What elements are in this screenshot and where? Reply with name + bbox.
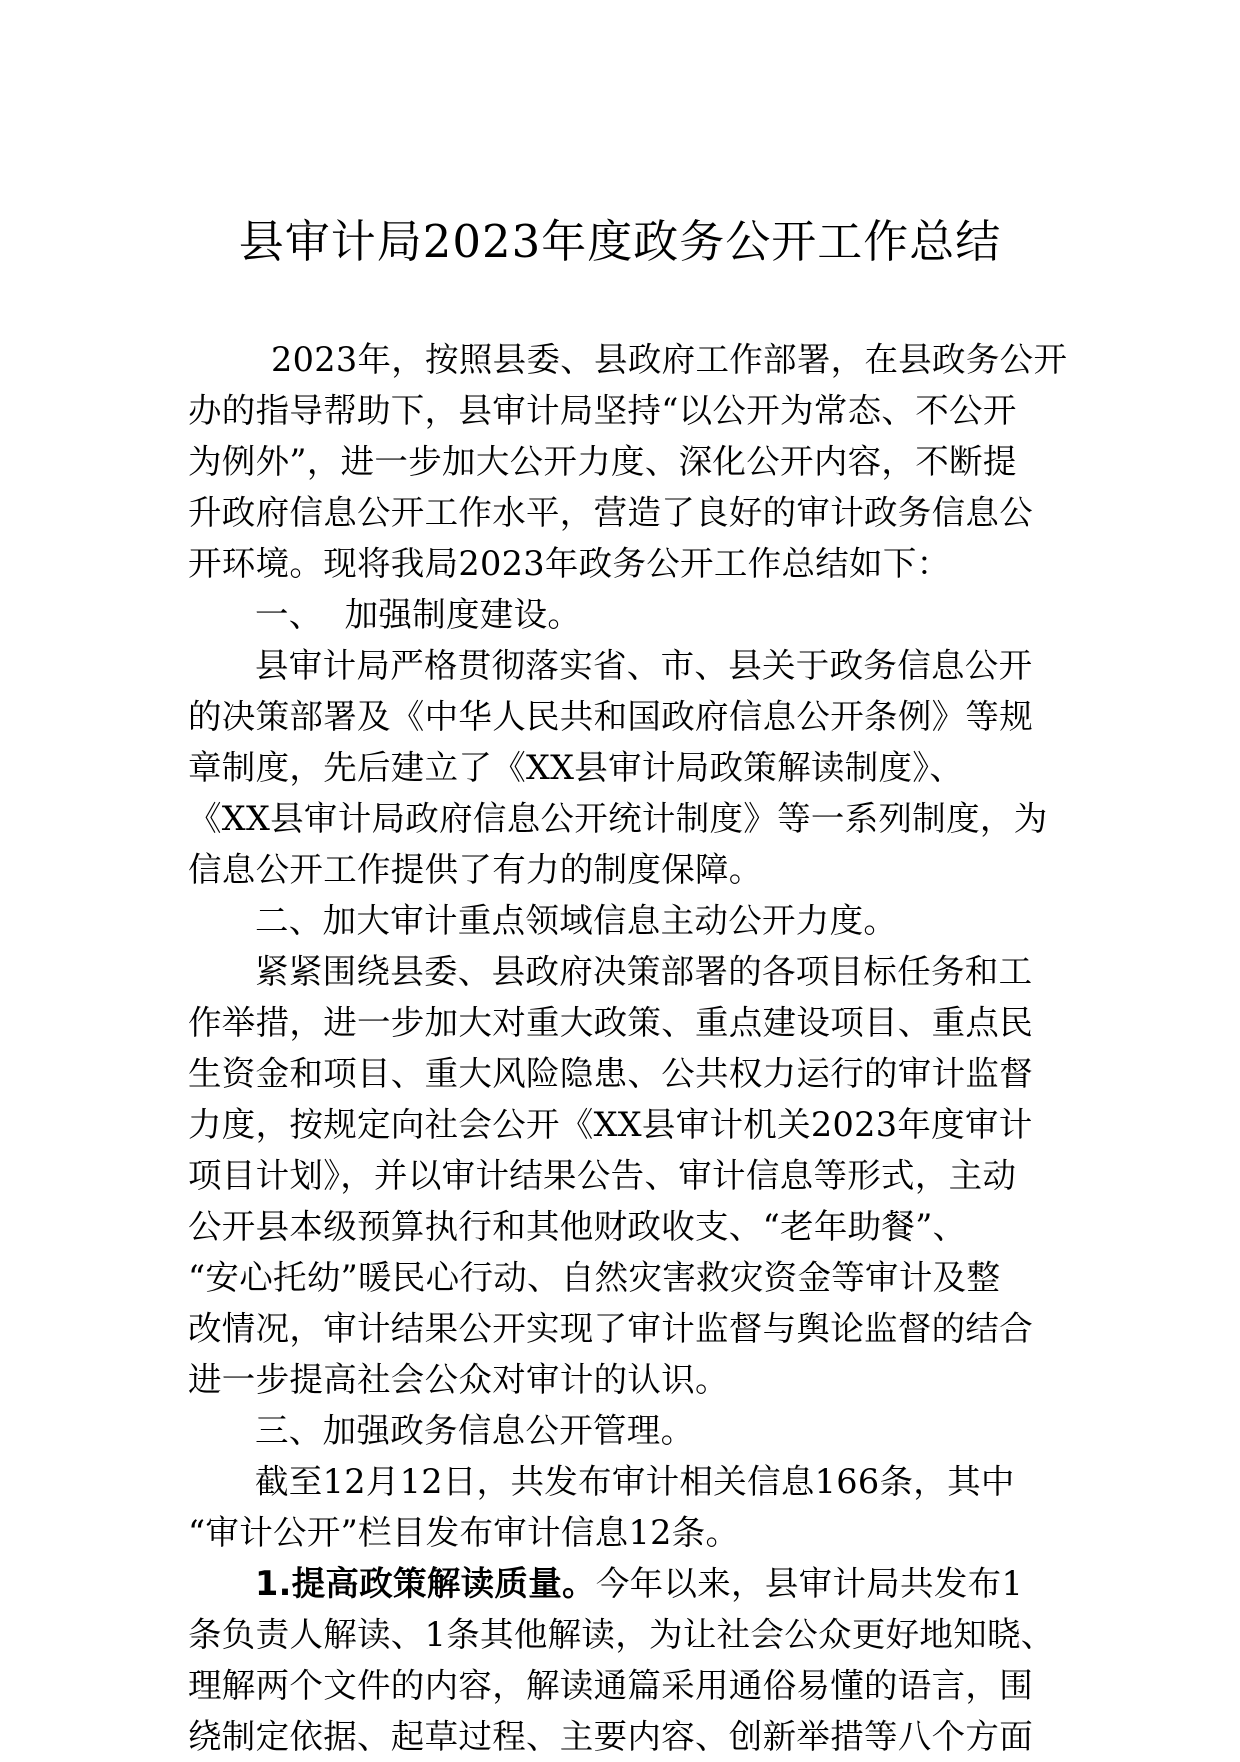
paragraph-line: 作举措，进一步加大对重大政策、重点建设项目、重点民 [188, 1003, 1033, 1042]
paragraph-line: 公开县本级预算执行和其他财政收支、“老年助餐”、 [188, 1207, 967, 1246]
paragraph-line: 生资金和项目、重大风险隐患、公共权力运行的审计监督 [188, 1054, 1033, 1093]
paragraph-line: 力度，按规定向社会公开《XX县审计机关2023年度审计 [188, 1105, 1033, 1144]
paragraph-line: 截至12月12日，共发布审计相关信息166条，其中 [255, 1462, 1015, 1501]
section-number: 一、 [255, 595, 323, 634]
section-heading-3: 三、加强政务信息公开管理。 [255, 1411, 695, 1450]
point-lead: 1.提高政策解读质量。 [255, 1564, 596, 1603]
paragraph-line: 《XX县审计局政府信息公开统计制度》等一系列制度，为 [188, 799, 1048, 838]
document-title: 县审计局2023年度政务公开工作总结 [238, 215, 1002, 268]
paragraph-line: 进一步提高社会公众对审计的认识。 [188, 1360, 729, 1399]
paragraph-line: 开环境。现将我局2023年政务公开工作总结如下： [188, 544, 951, 583]
paragraph-line: 改情况，审计结果公开实现了审计监督与舆论监督的结合 [188, 1309, 1033, 1348]
paragraph-line: 条负责人解读、1条其他解读，为让社会公众更好地知晓、 [188, 1615, 1055, 1654]
paragraph-line: 理解两个文件的内容，解读通篇采用通俗易懂的语言，围 [188, 1666, 1033, 1705]
point-text: 今年以来，县审计局共发布1 [595, 1564, 1024, 1603]
section-heading-text: 加强制度建设。 [344, 595, 582, 634]
paragraph-line: 升政府信息公开工作水平，营造了良好的审计政务信息公 [188, 493, 1033, 532]
paragraph-line: 的决策部署及《中华人民共和国政府信息公开条例》等规 [188, 697, 1033, 736]
paragraph-line: 章制度，先后建立了《XX县审计局政策解读制度》、 [188, 748, 964, 787]
section-heading-1 [188, 589, 1058, 640]
paragraph-line: 2023年，按照县委、县政府工作部署，在县政务公开 [271, 340, 1068, 379]
paragraph-line: 信息公开工作提供了有力的制度保障。 [188, 850, 763, 889]
paragraph-line: “审计公开”栏目发布审计信息12条。 [188, 1513, 740, 1552]
document-body [188, 334, 1068, 1762]
paragraph-line: “安心托幼”暖民心行动、自然灾害救灾资金等审计及整 [188, 1258, 1001, 1297]
numbered-point-1 [188, 1558, 1058, 1609]
paragraph-line: 办的指导帮助下，县审计局坚持“以公开为常态、不公开 [188, 391, 1017, 430]
paragraph-line: 为例外”，进一步加大公开力度、深化公开内容，不断提 [188, 442, 1017, 481]
paragraph-line: 绕制定依据、起草过程、主要内容、创新举措等八个方面 [188, 1717, 1033, 1756]
paragraph-line: 紧紧围绕县委、县政府决策部署的各项目标任务和工 [255, 952, 1033, 991]
section-heading-2: 二、加大审计重点领域信息主动公开力度。 [255, 901, 898, 940]
paragraph-line: 县审计局严格贯彻落实省、市、县关于政务信息公开 [255, 646, 1033, 685]
paragraph-line: 项目计划》，并以审计结果公告、审计信息等形式，主动 [188, 1156, 1017, 1195]
